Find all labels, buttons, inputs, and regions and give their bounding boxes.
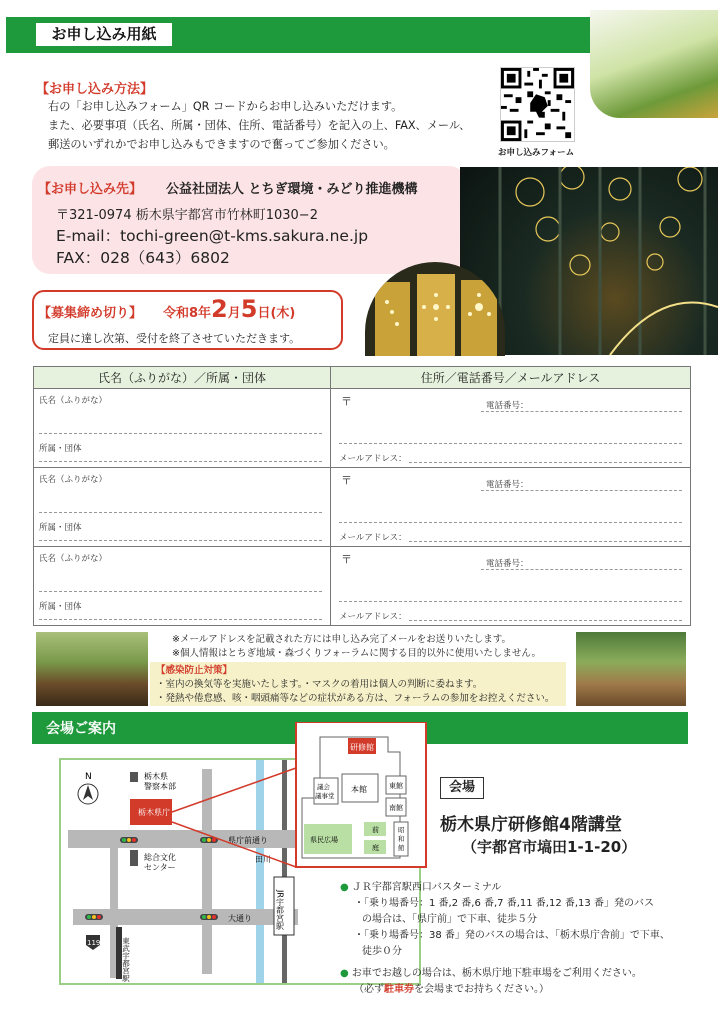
chestnut-basket-photo [576, 632, 686, 706]
deadline-weekday: (木) [270, 306, 296, 321]
car-info-text: お車でお越しの場合は、栃木県庁地下駐車場をご利用ください。 [351, 968, 642, 979]
police-label-2: 警察本部 [144, 782, 176, 791]
pref-office-label: 栃木県庁 [138, 808, 170, 817]
kenshukan-label: 研修館 [350, 743, 374, 752]
qr-code[interactable] [500, 67, 575, 142]
infection-item-2: ・発熱や倦怠感、咳・咽頭痛等などの症状がある方は、フォーラムの参加をお控えください。 [156, 693, 555, 704]
tobu-station-label: 東武宇都宮駅 [121, 937, 131, 982]
qr-code-icon [501, 68, 574, 141]
application-form-table [33, 366, 691, 626]
venue-label-box: 会場 [440, 777, 484, 799]
method-text [48, 97, 488, 154]
contact-fax: FAX：028（643）6802 [56, 249, 230, 267]
infection-heading: 【感染防止対策】 [156, 665, 233, 676]
postal-mark: 〒 [341, 395, 352, 408]
note-email: ※メールアドレスを記載された方には申し込み完了メールをお送りいたします。 [172, 634, 512, 645]
affiliation-label: 所属・団体 [39, 523, 82, 533]
toukan-label: 東館 [389, 782, 403, 790]
bus-info [340, 880, 720, 998]
infection-item-1: ・室内の換気等を実施いたします。・マスクの着用は個人の判断に委ねます。 [156, 679, 483, 690]
page-title: お申し込み用紙 [34, 21, 174, 48]
gikai-label-2: 議事堂 [315, 792, 335, 800]
method-line2: また、必要事項（氏名、所属・団体、住所、電話番号）を記入の上、FAX、メール、 [48, 119, 471, 132]
contact-cell[interactable] [331, 468, 691, 547]
bus-heading-text: ＪＲ宇都宮駅西口バスターミナル [351, 882, 502, 893]
road-label-kenchomae: 県庁前通り [228, 836, 268, 845]
phone-label: 電話番号： [486, 559, 529, 569]
note-privacy: ※個人情報はとちぎ地域・森づくりフォーラムに関する目的以外に使用いたしません。 [172, 648, 541, 659]
jr-line [282, 760, 287, 983]
affiliation-label: 所属・団体 [39, 444, 82, 454]
form-col-header-contact: 住所／電話番号／メールアドレス [331, 367, 691, 389]
deadline-date [163, 295, 295, 323]
phone-label: 電話番号： [486, 401, 529, 411]
jr-station-label: JR宇都宮駅 [275, 890, 285, 930]
parking-ticket-emphasis: 駐車券 [384, 984, 414, 995]
route-number: 119 [87, 939, 101, 947]
venue-section-title: 会場ご案内 [46, 721, 116, 737]
affiliation-label: 所属・団体 [39, 602, 82, 612]
deadline-note: 定員に達し次第、受付を終了させていただきます。 [48, 332, 301, 345]
bullet-icon: ● [340, 968, 349, 979]
deadline-era: 令和8年 [163, 306, 212, 321]
venue-name: 栃木県庁研修館4階講堂 [440, 815, 622, 835]
bus-heading [340, 880, 720, 896]
bus-route-1b: の場合は、「県庁前」で下車、徒歩５分 [362, 914, 537, 925]
river-label: 田川 [255, 855, 271, 864]
name-cell[interactable] [34, 547, 331, 626]
police-label-1: 栃木県 [144, 772, 168, 781]
harp-photo [590, 10, 718, 118]
form-col-header-name: 氏名（ふりがな）／所属・団体 [34, 367, 331, 389]
culture-label-2: センター [144, 863, 176, 872]
river-line [256, 760, 264, 983]
deadline-month: 2 [211, 295, 228, 323]
north-label: N [85, 772, 92, 782]
method-heading: 【お申し込み方法】 [36, 82, 154, 97]
name-cell[interactable] [34, 389, 331, 468]
culture-label-1: 総合文化 [144, 853, 176, 862]
name-label: 氏名（ふりがな） [39, 475, 108, 485]
bullet-icon: ● [340, 882, 349, 893]
bus-route-1a: ・「乗り場番号：1 番,2 番,6 番,7 番,11 番,12 番,13 番」発のバス [354, 898, 654, 909]
deadline-day-unit: 日 [257, 306, 271, 321]
name-label: 氏名（ふりがな） [39, 396, 108, 406]
road-label-odori: 大通り [228, 914, 252, 923]
email-label: メールアドレス： [339, 612, 407, 622]
postal-mark: 〒 [341, 553, 352, 566]
gikai-label-1: 議会 [317, 783, 330, 791]
showa-label-1: 昭 [398, 826, 405, 834]
deadline-day: 5 [240, 295, 258, 323]
email-label: メールアドレス： [339, 533, 407, 543]
kenmin-label: 県民広場 [310, 836, 338, 844]
car-ticket-note: （必ず駐車券を会場までお持ちください。） [354, 984, 549, 995]
showa-label-3: 館 [398, 844, 405, 852]
contact-cell[interactable] [331, 389, 691, 468]
form-row [34, 389, 691, 468]
bus-route-2a: ・「乗り場番号：38 番」発のバスの場合は、「栃木県庁舎前」で下車、 [354, 930, 670, 941]
infection-block [156, 664, 554, 706]
method-line3: 郵送のいずれかでお申し込みもできますので奮ってご参加ください。 [48, 138, 395, 151]
contact-cell[interactable] [331, 547, 691, 626]
niwa-label: 庭 [372, 844, 379, 852]
contact-address: 〒321-0974 栃木県宇都宮市竹林町1030−2 [56, 208, 318, 223]
venue-address: （宇都宮市塙田1-1-20） [462, 838, 637, 856]
method-line1: 右の「お申し込みフォーム」QR コードからお申し込みいただけます。 [48, 100, 403, 113]
showa-label-2: 和 [398, 835, 405, 843]
bus-route-2b: 徒歩０分 [362, 946, 402, 957]
deadline-month-unit: 月 [227, 306, 241, 321]
contact-org: 公益社団法人 とちぎ環境・みどり推進機構 [166, 182, 418, 197]
form-row [34, 547, 691, 626]
name-label: 氏名（ふりがな） [39, 554, 108, 564]
email-label: メールアドレス： [339, 454, 407, 464]
contact-email[interactable]: E-mail：tochi-green@t-kms.sakura.ne.jp [56, 227, 369, 245]
car-info [340, 966, 720, 982]
phone-label: 電話番号： [486, 480, 529, 490]
qr-caption: お申し込みフォーム [498, 148, 575, 158]
form-row [34, 468, 691, 547]
road-odori [73, 909, 298, 925]
postal-mark: 〒 [341, 474, 352, 487]
bamboo-shoots-photo [36, 632, 148, 706]
honkan-label: 本館 [351, 785, 367, 794]
name-cell[interactable] [34, 468, 331, 547]
notes-block [172, 633, 541, 661]
contact-heading: 【お申し込み先】 [38, 182, 143, 197]
mae-label: 前 [372, 826, 379, 834]
deadline-heading: 【募集締め切り】 [38, 306, 143, 321]
nankan-label: 南館 [389, 804, 403, 812]
